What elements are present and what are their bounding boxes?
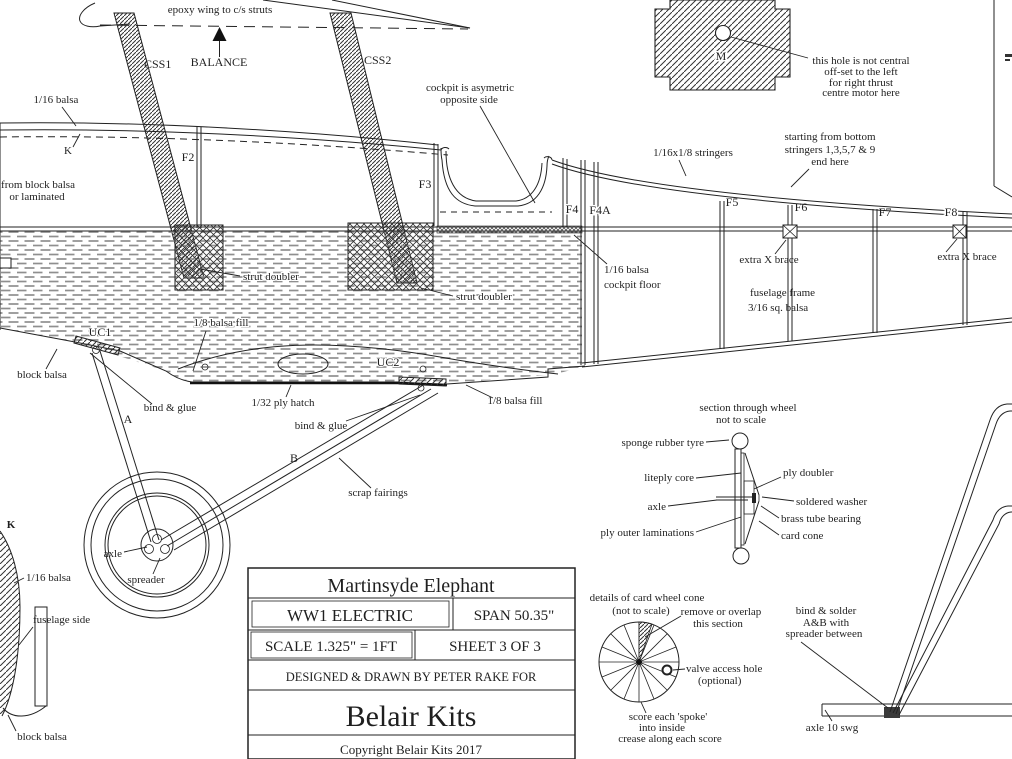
brand-name: Belair Kits [345,700,477,733]
stringer-note-line1: starting from bottom [784,131,876,143]
cone-title-line1: details of card wheel cone [589,592,705,604]
remove-overlap-line2: this section [693,618,743,630]
cockpit-floor-label-line2: cockpit floor [604,279,661,291]
block-balsa-1-label: block balsa [17,369,67,381]
cockpit-note-line2: opposite side [440,94,498,106]
frame-f6-label: F6 [794,200,808,214]
balsa-sheet-top-label: 1/16 balsa [33,94,79,106]
copyright-line: Copyright Belair Kits 2017 [340,742,482,757]
frame-f7-label: F7 [878,205,892,219]
nose-block-note-line2: or laminated [9,191,65,203]
stringer-note-line3: end here [811,156,849,168]
section-title-line1: section through wheel [699,402,797,414]
x-brace-2 [953,225,966,238]
card-cone-label: card cone [781,530,824,542]
cockpit-floor-strip [437,226,582,233]
wheel-front-view [84,472,230,618]
extra-x-brace-2-label: extra X brace [937,251,997,263]
motor-mount-plate [655,0,790,90]
ply-doubler-label: ply doubler [783,467,834,479]
motor-note-line2: off-set to the left [824,66,898,78]
score-note-line1: score each 'spoke' [628,711,708,723]
balance-label: BALANCE [190,55,248,69]
scrap-fairings-label: scrap fairings [348,487,408,499]
valve-hole-label-line2: (optional) [698,675,742,687]
bind-solder-line3: spreader between [785,628,863,640]
x-brace-1 [783,225,797,238]
extra-x-brace-1-label: extra X brace [739,254,799,266]
fuselage-side-label: fuselage side [33,614,91,626]
designer-credit: DESIGNED & DRAWN BY PETER RAKE FOR [285,670,537,684]
cockpit-opening [440,148,552,212]
sponge-tyre-label: sponge rubber tyre [621,437,704,449]
motor-mount [655,0,910,99]
balsa-fill-1-label: 1/8 balsa fill [193,317,249,329]
k-front-label: K [6,519,16,531]
frame-f4-label: F4 [565,202,579,216]
strut-a-label: A [123,412,133,426]
strut-doubler-1 [175,225,223,290]
frame-f2-label: F2 [181,150,195,164]
uc1-label: UC1 [88,325,112,339]
remove-overlap-line1: remove or overlap [680,606,762,618]
axle-bind-detail [786,404,1012,734]
fuselage-side-view [0,82,1012,409]
motor-note-line3: for right thrust [828,77,894,89]
wheel-section-detail [601,402,868,564]
axle-swg-label: axle 10 swg [805,722,859,734]
balsa-front-label: 1/16 balsa [26,572,71,584]
bind-glue-1-label: bind & glue [143,402,197,414]
valve-hole [663,666,672,675]
wheel-cone-detail [590,592,763,745]
bind-solder-line2: A&B with [802,617,850,629]
scale-value: SCALE 1.325" = 1FT [264,639,398,655]
strut-doubler-2 [348,223,433,290]
strut-doubler-2-label: strut doubler [456,291,512,303]
frame-f8-label: F8 [944,205,958,219]
stringer-note-line2: stringers 1,3,5,7 & 9 [784,144,876,156]
epoxy-wing-label: epoxy wing to c/s struts [167,4,273,16]
frame-f5-label: F5 [725,195,739,209]
nose-front-view [0,519,90,743]
clipped-label-fragment [1005,54,1012,61]
motor-shaft-hole [716,26,731,41]
ply-outer-label: ply outer laminations [600,527,694,539]
brass-tube-label: brass tube bearing [781,513,862,525]
frame-f4a-label: F4A [589,203,611,217]
valve-hole-label-line1: valve access hole [686,663,763,675]
cockpit-note-line1: cockpit is asymetric [426,82,514,94]
fuselage-frame-label-line2: 3/16 sq. balsa [748,302,809,314]
motor-mount-label: M [715,49,727,63]
strut-b-label: B [289,451,299,465]
motor-note-line1: this hole is not central [812,55,910,67]
title-block [248,568,575,759]
strut-doubler-1-label: strut doubler [243,271,299,283]
css2-label: CSS2 [364,53,392,67]
uc2-plate [399,377,446,386]
k-top-label: K [64,145,72,157]
plane-type: WW1 ELECTRIC [286,606,414,625]
soldered-washer-label: soldered washer [796,496,868,508]
frame-f3-label: F3 [418,177,432,191]
cone-title-line2: (not to scale) [612,605,670,617]
stringers-label: 1/16x1/8 stringers [653,147,733,159]
block-balsa-2-label: block balsa [17,731,67,743]
plane-name: Martinsyde Elephant [327,575,495,597]
fuselage-sheet-panel [0,231,582,385]
motor-note-line4: centre motor here [822,87,900,99]
bind-solder-line1: bind & solder [795,605,857,617]
section-title-line2: not to scale [715,414,767,426]
clipped-part-edge [994,0,1012,197]
spreader-label: spreader [127,574,165,586]
liteply-core-label: liteply core [644,472,694,484]
axle-wheel-label: axle [103,548,122,560]
nose-block-note-line1: from block balsa [1,179,75,191]
wing-chord-dashed [100,25,468,29]
ply-hatch-label: 1/32 ply hatch [251,397,315,409]
score-note-line2: into inside [638,722,686,734]
axle-section-label: axle [647,501,666,513]
balsa-fill-2-label: 1/8 balsa fill [487,395,543,407]
css1-label: CSS1 [144,57,172,71]
bind-glue-2-label: bind & glue [294,420,348,432]
fuselage-frame-label-line1: fuselage frame [750,287,816,299]
score-note-line3: crease along each score [618,733,722,745]
span-value: SPAN 50.35" [473,608,555,624]
balance-arrow [213,27,227,57]
cockpit-floor-label-line1: 1/16 balsa [604,264,649,276]
uc2-label: UC2 [376,355,400,369]
sheet-number: SHEET 3 OF 3 [449,639,541,655]
